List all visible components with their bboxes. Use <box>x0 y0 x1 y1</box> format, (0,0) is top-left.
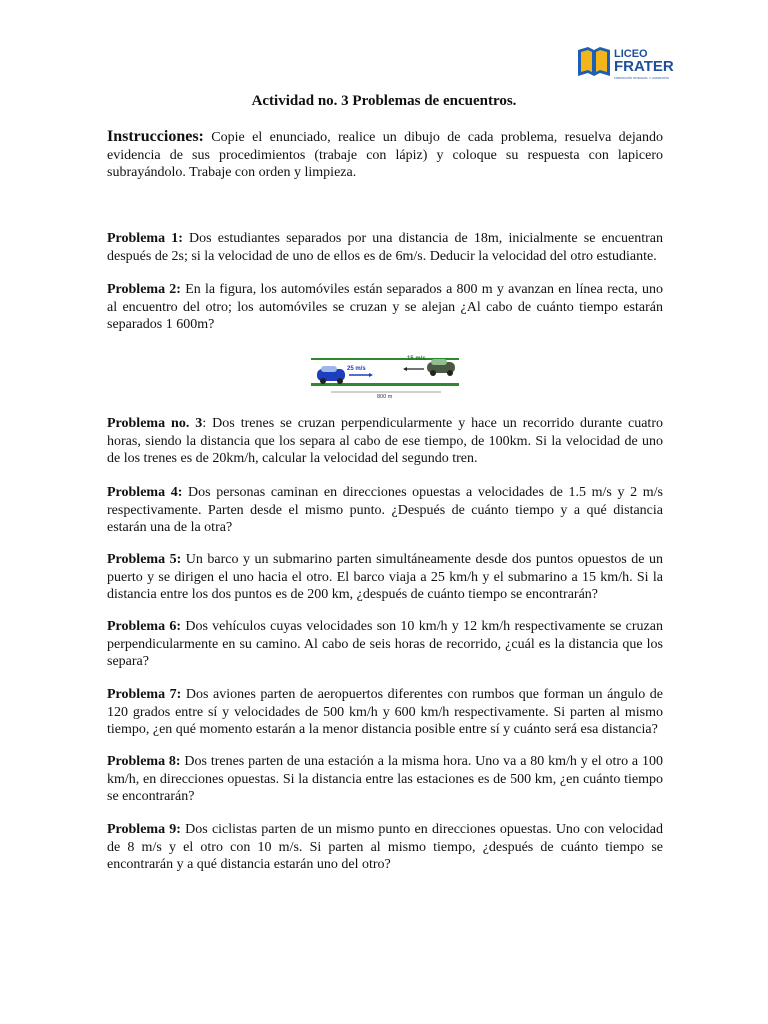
problem-9 <box>107 821 663 874</box>
problem-text: Dos vehículos cuyas velocidades son 10 km/h y 12 km/h respectivamente se cruzan perpendicularmente en su camino. Al cabo de seis horas de recorrido, ¿cuál es la distancia que los separa? <box>107 619 663 669</box>
problem-label: Problema no. 3 <box>107 416 203 431</box>
open-book-icon <box>578 47 610 76</box>
problem-3 <box>107 415 663 468</box>
distance-label: 800 m <box>377 394 393 400</box>
speed-label-right: 15 m/s <box>407 356 426 362</box>
logo-tagline: FORMACIÓN INTEGRAL Y HUMANISTA <box>614 76 670 80</box>
problem-label: Problema 7: <box>107 687 182 702</box>
problem-label: Problema 5: <box>107 552 182 567</box>
speed-label-left: 25 m/s <box>347 366 366 372</box>
problem-2 <box>107 281 663 334</box>
liceo-frater-logo <box>576 42 676 82</box>
instructions <box>107 128 663 182</box>
problem-5 <box>107 551 663 604</box>
instructions-text: Copie el enunciado, realice un dibujo de cada problema, resuelva dejando evidencia de sus procedimientos (trabaje con lápiz) y coloque su respuesta con lapicero subrayándolo. Trabaje con orden y limpieza. <box>107 130 663 180</box>
problem-4 <box>107 484 663 537</box>
problem-text: Un barco y un submarino parten simultáneamente desde dos puntos opuestos de un puerto y se dirigen el uno hacia el otro. El barco viaja a 25 km/h y el submarino a 15 km/h. Si la distancia entre los dos puntos es de 200 km, ¿después de cuánto tiempo se encontrarán? <box>107 552 663 602</box>
road-bottom-edge <box>311 383 459 386</box>
problem-label: Problema 1: <box>107 231 183 246</box>
problem-text: En la figura, los automóviles están separados a 800 m y avanzan en línea recta, uno al encuentro del otro; los automóviles se cruzan y se alejan ¿Al cabo de cuánto tiempo estarán separados 1 600m? <box>107 282 663 332</box>
problem-label: Problema 9: <box>107 822 181 837</box>
problem-label: Problema 4: <box>107 485 183 500</box>
problem-text: Dos aviones parten de aeropuertos diferentes con rumbos que forman un ángulo de 120 grados entre sí y velocidades de 500 km/h y 600 km/h respectivamente. Si parten al mismo tiempo, ¿en qué momento estarán a la menor distancia posible entre sí y cuánto será esa distancia? <box>107 687 664 737</box>
problem-label: Problema 2: <box>107 282 181 297</box>
problem-7 <box>107 686 663 739</box>
problem-text: Dos trenes parten de una estación a la misma hora. Uno va a 80 km/h y el otro a 100 km/h, en direcciones opuestas. Si la distancia entre las estaciones es de 500 km, ¿en cuánto tiempo se encontrarán? <box>107 754 663 804</box>
page-title: Actividad no. 3 Problemas de encuentros. <box>251 93 517 109</box>
logo-line1: LICEO <box>614 48 648 60</box>
problem-text: : Dos trenes se cruzan perpendicularmente y hace un recorrido durante cuatro horas, siendo la distancia que los separa al cabo de ese tiempo, de 100km. Si la velocidad de uno de los trenes es de 20km/h, calcular la velocidad del segundo tren. <box>107 416 663 466</box>
problem-1 <box>107 230 663 265</box>
problem-6 <box>107 618 663 671</box>
green-car-icon <box>427 359 455 376</box>
cars-figure <box>311 350 459 400</box>
logo-line2: FRATER <box>614 58 674 75</box>
problem-text: Dos personas caminan en direcciones opuestas a velocidades de 1.5 m/s y 2 m/s respectivamente. Parten desde el mismo punto. ¿Después de cuánto tiempo y a qué distancia estarán una de la otra? <box>107 485 663 535</box>
problem-label: Problema 6: <box>107 619 182 634</box>
problem-text: Dos ciclistas parten de un mismo punto en direcciones opuestas. Uno con velocidad de 8 m/s y el otro con 10 m/s. Si parten al mismo tiempo, ¿después de cuánto tiempo se encontrarán y a qué distancia estarán uno del otro? <box>107 822 663 872</box>
blue-car-icon <box>317 366 345 384</box>
problem-8 <box>107 753 663 806</box>
problem-label: Problema 8: <box>107 754 181 769</box>
problem-text: Dos estudiantes separados por una distancia de 18m, inicialmente se encuentran después de 2s; si la velocidad de uno de ellos es de 6m/s. Deducir la velocidad del otro estudiante. <box>107 231 664 264</box>
instructions-label: Instrucciones: <box>107 128 204 145</box>
